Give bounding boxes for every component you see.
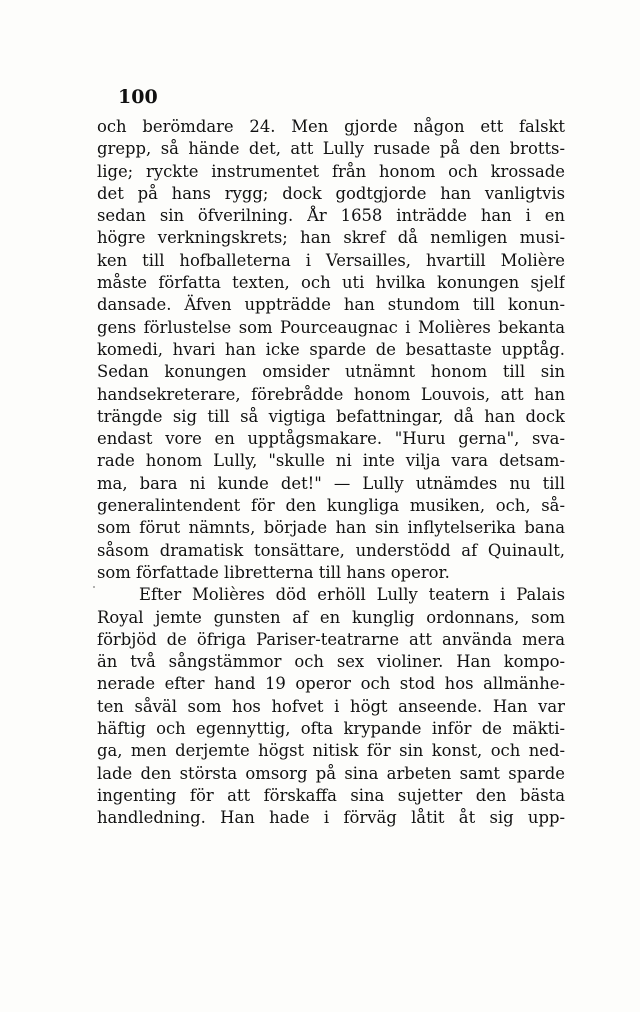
margin-speck — [93, 586, 95, 588]
text-line: som förut nämnts, började han sin inflytelserika bana — [97, 518, 565, 538]
text-line: endast vore en upptågsmakare. "Huru gerna", sva- — [97, 429, 565, 449]
text-line: lade den största omsorg på sina arbeten samt sparde — [97, 763, 565, 783]
text-line: måste författa texten, och uti hvilka konungen sjelf — [97, 273, 565, 293]
text-line: rade honom Lully, "skulle ni inte vilja vara detsam- — [97, 451, 565, 471]
text-line: ken till hofballeterna i Versailles, hvartill Molière — [97, 250, 565, 270]
text-line: ingenting för att förskaffa sina sujetter den bästa — [97, 785, 565, 805]
text-line: komedi, hvari han icke sparde de besattaste upptåg. — [97, 339, 565, 359]
paragraph-2 — [97, 584, 565, 829]
text-line: lige; ryckte instrumentet från honom och krossade — [97, 161, 565, 181]
text-line: gens förlustelse som Pourceaugnac i Molières bekanta — [97, 317, 565, 337]
text-line: handsekreterare, förebrådde honom Louvois, att han — [97, 384, 565, 404]
page-number: 100 — [118, 86, 158, 108]
text-line: ma, bara ni kunde det!" — Lully utnämdes nu till — [97, 473, 565, 493]
text-line: förbjöd de öfriga Pariser-teatrarne att använda mera — [97, 629, 565, 649]
text-line: ga, men derjemte högst nitisk för sin konst, och ned- — [97, 741, 565, 761]
text-line: handledning. Han hade i förväg låtit åt sig upp- — [97, 808, 565, 828]
text-line: nerade efter hand 19 operor och stod hos allmänhe- — [97, 674, 565, 694]
text-line: högre verkningskrets; han skref då nemligen musi- — [97, 228, 565, 248]
text-line: än två sångstämmor och sex violiner. Han kompo- — [97, 652, 565, 672]
body-text — [97, 116, 565, 830]
text-line: sedan sin öfverilning. År 1658 inträdde han i en — [97, 206, 565, 226]
text-line: som författade libretterna till hans operor. — [97, 562, 450, 582]
text-line: Royal jemte gunsten af en kunglig ordonnans, som — [97, 607, 565, 627]
paragraph-1 — [97, 116, 565, 584]
text-line: såsom dramatisk tonsättare, understödd af Quinault, — [97, 540, 565, 560]
text-line: Efter Molières död erhöll Lully teatern i Palais — [139, 585, 565, 605]
text-line: ten såväl som hos hofvet i högt anseende. Han var — [97, 696, 565, 716]
text-line: häftig och egennyttig, ofta krypande inför de mäkti- — [97, 719, 565, 739]
text-line: Sedan konungen omsider utnämnt honom till sin — [97, 362, 565, 382]
text-line: trängde sig till så vigtiga befattningar, då han dock — [97, 406, 565, 426]
text-line: generalintendent för den kungliga musiken, och, så- — [97, 496, 565, 516]
text-line: dansade. Äfven uppträdde han stundom till konun- — [97, 295, 565, 315]
text-line: och berömdare 24. Men gjorde någon ett falskt — [97, 117, 565, 136]
text-line: grepp, så hände det, att Lully rusade på den brotts- — [97, 139, 565, 159]
text-line: det på hans rygg; dock godtgjorde han vanligtvis — [97, 183, 565, 203]
